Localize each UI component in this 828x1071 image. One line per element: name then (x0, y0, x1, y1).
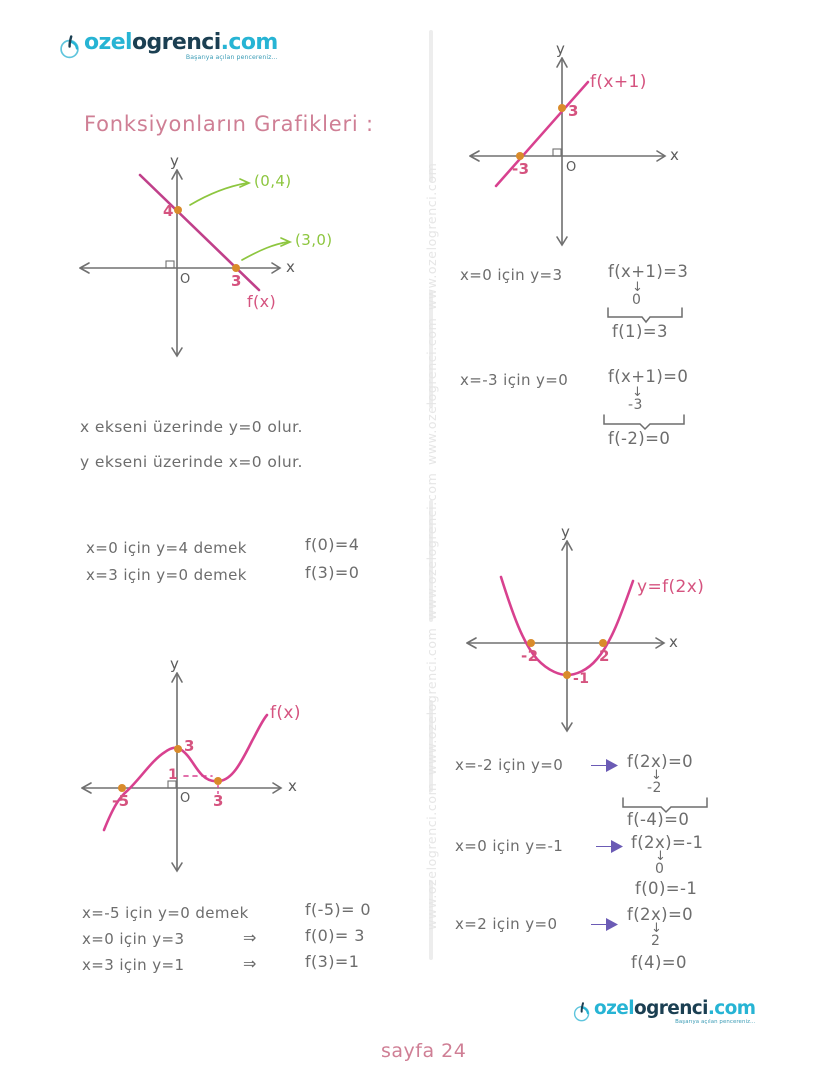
graph2-point-label-1: 1 (168, 767, 179, 783)
derivation2-expr: f(x+1)=0 (608, 367, 689, 386)
graph2-axis-y-label: y (170, 655, 180, 673)
statement2-result-0: f(-5)= 0 (305, 900, 371, 919)
derivation3-down-arrow-icon: ↓ (651, 768, 663, 783)
o-swirl-logo-icon (572, 1001, 592, 1023)
graph4-axis-y-label: y (561, 523, 571, 541)
derivation5-cond: x=2 için y=0 (455, 915, 558, 933)
arrow-right-icon (590, 756, 620, 774)
graph4-curve-label: y=f(2x) (637, 577, 705, 597)
derivation4-down-arrow-icon: ↓ (655, 849, 667, 864)
graph-cubic-curve (62, 645, 402, 875)
graph3-axis-y-label: y (556, 40, 566, 58)
graph1-axis-x-label: x (286, 258, 296, 276)
watermark-5: www.ozelogrenci.com (424, 782, 439, 930)
graph3-curve-label: f(x+1) (590, 72, 647, 92)
derivation1-cond: x=0 için y=3 (460, 266, 563, 284)
derivation1-down-arrow-icon: ↓ (632, 280, 644, 295)
derivation5-sub: 2 (651, 933, 661, 949)
graph1-origin-label: O (180, 272, 191, 287)
derivation2-down-arrow-icon: ↓ (632, 385, 644, 400)
graph4-point-label-minus2: -2 (521, 647, 539, 665)
graph2-point-label-3y: 3 (184, 737, 195, 755)
graph2-origin-label: O (180, 791, 191, 806)
header-logo (58, 32, 278, 61)
logo-text-part3: .com (220, 30, 278, 55)
graph1-axis-y-label: y (170, 152, 180, 170)
statement2-arrow-2: ⇒ (243, 954, 257, 973)
graph2-axis-x-label: x (288, 777, 298, 795)
derivation1-sub: 0 (632, 292, 642, 308)
statement2-cond-2: x=3 için y=1 (82, 956, 185, 974)
watermark-2: www.ozelogrenci.com (424, 317, 439, 465)
footer-logo-text-part2: ogrenci (633, 998, 708, 1019)
footer-logo-text-part3: .com (707, 998, 756, 1019)
derivation4-expr: f(2x)=-1 (631, 833, 704, 852)
column-divider-top (429, 30, 433, 182)
graph-linear-decreasing (62, 150, 392, 360)
footer-logo-text-part1: ozel (594, 998, 634, 1019)
derivation5-expr: f(2x)=0 (627, 905, 694, 924)
derivation-block-5 (455, 905, 800, 990)
statement1-result-1: f(3)=0 (305, 563, 360, 582)
arrow-right-icon (590, 915, 620, 933)
graph3-point-label-3: 3 (568, 102, 579, 120)
statement2-result-2: f(3)=1 (305, 952, 360, 971)
o-swirl-logo-icon (58, 34, 82, 60)
statement2-arrow-1: ⇒ (243, 928, 257, 947)
statement2-result-1: f(0)= 3 (305, 926, 365, 945)
statement1-cond-0: x=0 için y=4 demek (86, 539, 247, 557)
statement1-result-0: f(0)=4 (305, 535, 360, 554)
graph1-annotation-3-0: (3,0) (295, 231, 333, 249)
derivation3-cond: x=-2 için y=0 (455, 756, 564, 774)
statement1-cond-1: x=3 için y=0 demek (86, 566, 247, 584)
derivation2-cond: x=-3 için y=0 (460, 371, 569, 389)
graph1-point-label-4: 4 (163, 202, 174, 220)
watermark-1: www.ozelogrenci.com (424, 162, 439, 310)
watermark-4: www.ozelogrenci.com (424, 627, 439, 775)
derivation5-result: f(4)=0 (631, 953, 687, 972)
footer-logo (572, 1000, 755, 1025)
logo-text-part2: ogrenci (131, 30, 221, 55)
derivation3-sub: -2 (647, 780, 662, 796)
derivation3-result: f(-4)=0 (627, 810, 690, 829)
arrow-right-icon (595, 837, 625, 855)
logo-tagline: Başarıya açılan pencereniz... (185, 54, 278, 61)
graph4-point-label-minus1: -1 (573, 671, 590, 687)
rule-x-axis: x ekseni üzerinde y=0 olur. (80, 418, 303, 436)
derivation5-down-arrow-icon: ↓ (651, 921, 663, 936)
graph2-point-label-minus5: -5 (112, 792, 130, 810)
derivation4-cond: x=0 için y=-1 (455, 837, 564, 855)
derivation4-result: f(0)=-1 (635, 879, 698, 898)
derivation-block-1 (460, 262, 800, 352)
graph4-axis-x-label: x (669, 633, 679, 651)
page-number: sayfa 24 (381, 1040, 467, 1062)
graph2-point-label-3x: 3 (213, 792, 224, 810)
derivation-block-2 (460, 367, 800, 462)
statement2-cond-0: x=-5 için y=0 demek (82, 904, 249, 922)
derivation2-sub: -3 (628, 397, 643, 413)
footer-logo-tagline: Başarıya açılan pencereniz... (675, 1018, 756, 1025)
graph1-curve-label: f(x) (247, 292, 277, 311)
graph-parabola (445, 525, 785, 740)
graph1-point-label-3: 3 (231, 272, 242, 290)
statement2-cond-1: x=0 için y=3 (82, 930, 185, 948)
graph3-axis-x-label: x (670, 146, 680, 164)
graph4-point-label-2: 2 (599, 647, 610, 665)
derivation3-expr: f(2x)=0 (627, 752, 694, 771)
graph3-point-label-minus3: -3 (512, 160, 530, 178)
graph2-curve-label: f(x) (270, 703, 301, 723)
graph-linear-increasing (452, 36, 782, 256)
graph3-origin-label: O (566, 160, 577, 175)
derivation2-result: f(-2)=0 (608, 429, 671, 448)
rule-y-axis: y ekseni üzerinde x=0 olur. (80, 453, 303, 471)
graph1-annotation-0-4: (0,4) (254, 172, 292, 190)
derivation1-result: f(1)=3 (612, 322, 668, 341)
page-title: Fonksiyonların Grafikleri : (84, 112, 374, 136)
derivation1-expr: f(x+1)=3 (608, 262, 689, 281)
watermark-3: www.ozelogrenci.com (424, 472, 439, 620)
logo-text-part1: ozel (84, 30, 132, 55)
derivation4-sub: 0 (655, 861, 665, 877)
